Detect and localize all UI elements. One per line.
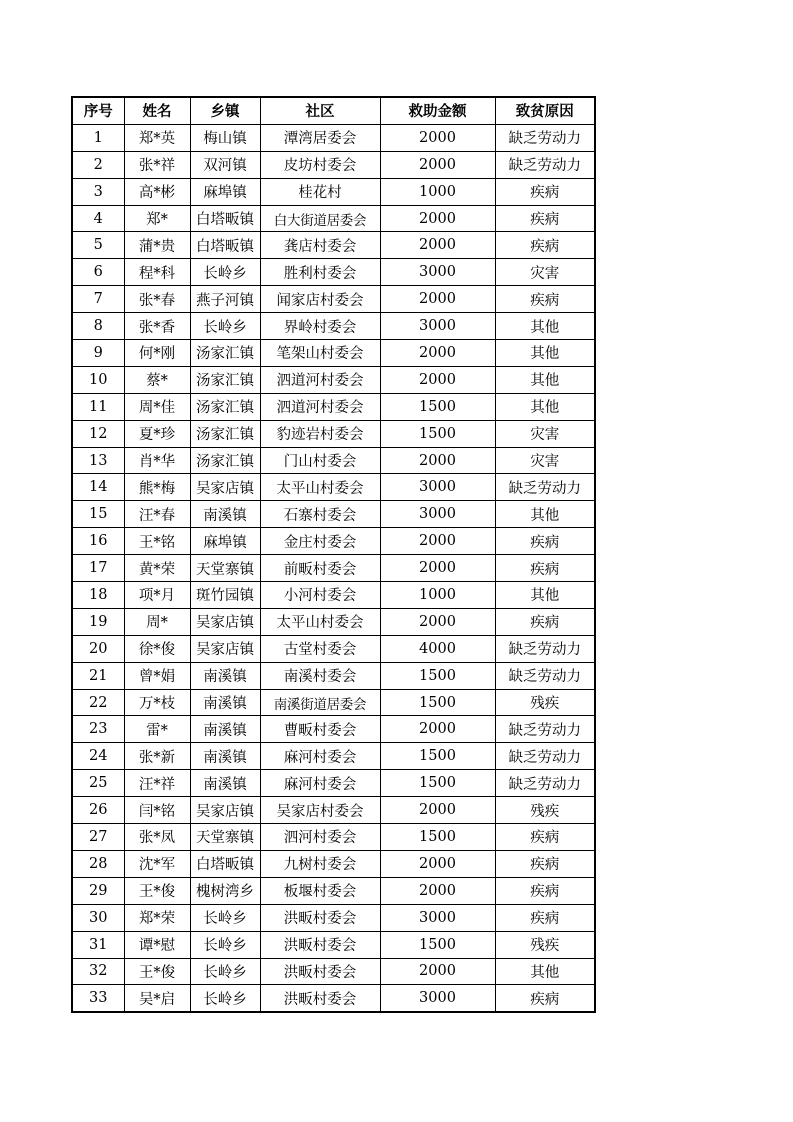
cell-amount: 1500 (380, 770, 495, 797)
cell-name: 张*香 (124, 313, 190, 340)
cell-reason: 疾病 (495, 232, 595, 259)
cell-reason: 其他 (495, 501, 595, 528)
cell-community: 金庄村委会 (260, 528, 380, 555)
table-row (72, 232, 595, 259)
cell-amount: 1500 (380, 662, 495, 689)
table-row (72, 151, 595, 178)
cell-reason: 缺乏劳动力 (495, 124, 595, 151)
table-row (72, 635, 595, 662)
cell-township: 南溪镇 (190, 501, 260, 528)
table-row (72, 286, 595, 313)
cell-township: 汤家汇镇 (190, 447, 260, 474)
cell-amount: 1000 (380, 178, 495, 205)
cell-community: 泗道河村委会 (260, 393, 380, 420)
cell-name: 张*新 (124, 743, 190, 770)
cell-amount: 2000 (380, 958, 495, 985)
table-row (72, 447, 595, 474)
header-index: 序号 (72, 97, 124, 124)
cell-community: 南溪街道居委会 (260, 689, 380, 716)
cell-amount: 1500 (380, 420, 495, 447)
cell-name: 项*月 (124, 582, 190, 609)
cell-amount: 1500 (380, 393, 495, 420)
cell-township: 天堂寨镇 (190, 824, 260, 851)
cell-index: 32 (72, 958, 124, 985)
cell-name: 王*俊 (124, 877, 190, 904)
cell-amount: 2000 (380, 528, 495, 555)
table-row (72, 178, 595, 205)
header-township: 乡镇 (190, 97, 260, 124)
cell-amount: 3000 (380, 904, 495, 931)
cell-reason: 疾病 (495, 824, 595, 851)
cell-amount: 3000 (380, 474, 495, 501)
cell-community: 石寨村委会 (260, 501, 380, 528)
cell-amount: 2000 (380, 797, 495, 824)
cell-index: 28 (72, 850, 124, 877)
header-name: 姓名 (124, 97, 190, 124)
cell-amount: 1500 (380, 743, 495, 770)
cell-index: 21 (72, 662, 124, 689)
cell-amount: 4000 (380, 635, 495, 662)
cell-reason: 残疾 (495, 689, 595, 716)
cell-community: 太平山村委会 (260, 608, 380, 635)
cell-name: 汪*祥 (124, 770, 190, 797)
cell-community: 洪畈村委会 (260, 931, 380, 958)
cell-name: 郑* (124, 205, 190, 232)
cell-index: 4 (72, 205, 124, 232)
header-amount: 救助金额 (380, 97, 495, 124)
cell-reason: 缺乏劳动力 (495, 770, 595, 797)
table-row (72, 716, 595, 743)
cell-name: 汪*春 (124, 501, 190, 528)
cell-community: 小河村委会 (260, 582, 380, 609)
cell-name: 夏*珍 (124, 420, 190, 447)
cell-township: 吴家店镇 (190, 797, 260, 824)
cell-reason: 其他 (495, 582, 595, 609)
cell-name: 谭*慰 (124, 931, 190, 958)
cell-index: 7 (72, 286, 124, 313)
header-row (72, 97, 595, 124)
cell-index: 33 (72, 985, 124, 1012)
cell-amount: 2000 (380, 232, 495, 259)
cell-township: 燕子河镇 (190, 286, 260, 313)
cell-name: 周* (124, 608, 190, 635)
cell-amount: 2000 (380, 877, 495, 904)
cell-community: 曹畈村委会 (260, 716, 380, 743)
cell-name: 周*佳 (124, 393, 190, 420)
cell-index: 14 (72, 474, 124, 501)
table-row (72, 366, 595, 393)
table-row (72, 797, 595, 824)
cell-amount: 2000 (380, 608, 495, 635)
cell-amount: 1500 (380, 931, 495, 958)
cell-community: 笔架山村委会 (260, 340, 380, 367)
cell-reason: 缺乏劳动力 (495, 151, 595, 178)
cell-index: 5 (72, 232, 124, 259)
cell-amount: 3000 (380, 501, 495, 528)
table-row (72, 877, 595, 904)
cell-name: 肖*华 (124, 447, 190, 474)
table-row (72, 555, 595, 582)
cell-name: 闫*铭 (124, 797, 190, 824)
cell-index: 22 (72, 689, 124, 716)
cell-township: 长岭乡 (190, 904, 260, 931)
table-row (72, 904, 595, 931)
relief-table (71, 96, 596, 1013)
cell-name: 沈*军 (124, 850, 190, 877)
cell-name: 何*刚 (124, 340, 190, 367)
table-row (72, 474, 595, 501)
cell-index: 2 (72, 151, 124, 178)
cell-amount: 2000 (380, 124, 495, 151)
cell-amount: 2000 (380, 555, 495, 582)
cell-community: 龚店村委会 (260, 232, 380, 259)
cell-amount: 2000 (380, 447, 495, 474)
table-row (72, 662, 595, 689)
cell-index: 23 (72, 716, 124, 743)
cell-name: 高*彬 (124, 178, 190, 205)
cell-township: 汤家汇镇 (190, 366, 260, 393)
cell-reason: 疾病 (495, 877, 595, 904)
cell-reason: 疾病 (495, 205, 595, 232)
cell-reason: 残疾 (495, 931, 595, 958)
cell-community: 潭湾居委会 (260, 124, 380, 151)
cell-community: 泗道河村委会 (260, 366, 380, 393)
table-row (72, 824, 595, 851)
cell-amount: 2000 (380, 850, 495, 877)
cell-township: 汤家汇镇 (190, 393, 260, 420)
table-row (72, 501, 595, 528)
cell-index: 13 (72, 447, 124, 474)
cell-community: 麻河村委会 (260, 743, 380, 770)
cell-index: 10 (72, 366, 124, 393)
cell-community: 闻家店村委会 (260, 286, 380, 313)
cell-name: 吴*启 (124, 985, 190, 1012)
cell-township: 天堂寨镇 (190, 555, 260, 582)
cell-index: 26 (72, 797, 124, 824)
cell-township: 梅山镇 (190, 124, 260, 151)
table-row (72, 582, 595, 609)
cell-amount: 3000 (380, 259, 495, 286)
cell-reason: 疾病 (495, 178, 595, 205)
cell-reason: 残疾 (495, 797, 595, 824)
cell-community: 白大街道居委会 (260, 205, 380, 232)
table-row (72, 340, 595, 367)
cell-index: 17 (72, 555, 124, 582)
cell-amount: 1000 (380, 582, 495, 609)
cell-amount: 2000 (380, 716, 495, 743)
cell-township: 汤家汇镇 (190, 340, 260, 367)
cell-township: 吴家店镇 (190, 635, 260, 662)
table-row (72, 528, 595, 555)
cell-index: 29 (72, 877, 124, 904)
cell-amount: 3000 (380, 985, 495, 1012)
cell-township: 长岭乡 (190, 259, 260, 286)
cell-amount: 2000 (380, 286, 495, 313)
cell-reason: 疾病 (495, 904, 595, 931)
cell-index: 24 (72, 743, 124, 770)
table-row (72, 608, 595, 635)
cell-township: 吴家店镇 (190, 474, 260, 501)
cell-index: 6 (72, 259, 124, 286)
cell-amount: 3000 (380, 313, 495, 340)
table-body (72, 124, 595, 1012)
cell-township: 槐树湾乡 (190, 877, 260, 904)
cell-name: 张*凤 (124, 824, 190, 851)
table-row (72, 259, 595, 286)
cell-name: 郑*荣 (124, 904, 190, 931)
table-row (72, 420, 595, 447)
cell-community: 九树村委会 (260, 850, 380, 877)
cell-reason: 灾害 (495, 420, 595, 447)
cell-name: 王*铭 (124, 528, 190, 555)
cell-index: 11 (72, 393, 124, 420)
table-row (72, 958, 595, 985)
cell-community: 洪畈村委会 (260, 985, 380, 1012)
cell-community: 太平山村委会 (260, 474, 380, 501)
table-row (72, 931, 595, 958)
cell-township: 斑竹园镇 (190, 582, 260, 609)
cell-reason: 缺乏劳动力 (495, 474, 595, 501)
cell-community: 南溪村委会 (260, 662, 380, 689)
cell-township: 白塔畈镇 (190, 850, 260, 877)
cell-reason: 灾害 (495, 447, 595, 474)
cell-community: 麻河村委会 (260, 770, 380, 797)
cell-community: 胜利村委会 (260, 259, 380, 286)
cell-amount: 1500 (380, 689, 495, 716)
cell-community: 古堂村委会 (260, 635, 380, 662)
cell-reason: 疾病 (495, 850, 595, 877)
cell-reason: 疾病 (495, 985, 595, 1012)
table-row (72, 850, 595, 877)
table-row (72, 124, 595, 151)
cell-index: 8 (72, 313, 124, 340)
cell-amount: 2000 (380, 151, 495, 178)
table-header (72, 97, 595, 124)
cell-township: 南溪镇 (190, 743, 260, 770)
cell-reason: 灾害 (495, 259, 595, 286)
table-row (72, 313, 595, 340)
cell-township: 长岭乡 (190, 313, 260, 340)
cell-community: 皮坊村委会 (260, 151, 380, 178)
cell-reason: 其他 (495, 366, 595, 393)
cell-reason: 其他 (495, 958, 595, 985)
cell-index: 1 (72, 124, 124, 151)
cell-amount: 2000 (380, 340, 495, 367)
cell-township: 南溪镇 (190, 716, 260, 743)
cell-township: 麻埠镇 (190, 528, 260, 555)
cell-name: 郑*英 (124, 124, 190, 151)
cell-index: 9 (72, 340, 124, 367)
cell-name: 王*俊 (124, 958, 190, 985)
cell-reason: 疾病 (495, 528, 595, 555)
cell-community: 泗河村委会 (260, 824, 380, 851)
table-row (72, 205, 595, 232)
cell-community: 门山村委会 (260, 447, 380, 474)
cell-township: 南溪镇 (190, 662, 260, 689)
cell-index: 19 (72, 608, 124, 635)
cell-reason: 缺乏劳动力 (495, 716, 595, 743)
cell-name: 雷* (124, 716, 190, 743)
cell-amount: 2000 (380, 366, 495, 393)
cell-township: 吴家店镇 (190, 608, 260, 635)
cell-community: 吴家店村委会 (260, 797, 380, 824)
cell-name: 熊*梅 (124, 474, 190, 501)
table-row (72, 689, 595, 716)
cell-township: 长岭乡 (190, 985, 260, 1012)
cell-township: 白塔畈镇 (190, 205, 260, 232)
cell-name: 蒲*贵 (124, 232, 190, 259)
cell-reason: 缺乏劳动力 (495, 662, 595, 689)
header-reason: 致贫原因 (495, 97, 595, 124)
cell-index: 3 (72, 178, 124, 205)
cell-township: 双河镇 (190, 151, 260, 178)
cell-reason: 疾病 (495, 286, 595, 313)
cell-reason: 疾病 (495, 555, 595, 582)
cell-reason: 缺乏劳动力 (495, 635, 595, 662)
cell-township: 长岭乡 (190, 958, 260, 985)
table-row (72, 985, 595, 1012)
cell-community: 前畈村委会 (260, 555, 380, 582)
cell-reason: 疾病 (495, 608, 595, 635)
table-row (72, 743, 595, 770)
cell-name: 程*科 (124, 259, 190, 286)
cell-index: 31 (72, 931, 124, 958)
cell-name: 曾*娟 (124, 662, 190, 689)
cell-name: 万*枝 (124, 689, 190, 716)
cell-township: 白塔畈镇 (190, 232, 260, 259)
cell-community: 界岭村委会 (260, 313, 380, 340)
cell-township: 麻埠镇 (190, 178, 260, 205)
cell-community: 板堰村委会 (260, 877, 380, 904)
cell-index: 16 (72, 528, 124, 555)
cell-index: 12 (72, 420, 124, 447)
header-community: 社区 (260, 97, 380, 124)
cell-index: 18 (72, 582, 124, 609)
cell-reason: 其他 (495, 313, 595, 340)
cell-community: 豹迹岩村委会 (260, 420, 380, 447)
cell-name: 黄*荣 (124, 555, 190, 582)
cell-community: 桂花村 (260, 178, 380, 205)
cell-community: 洪畈村委会 (260, 958, 380, 985)
cell-township: 南溪镇 (190, 689, 260, 716)
cell-name: 徐*俊 (124, 635, 190, 662)
cell-amount: 1500 (380, 824, 495, 851)
cell-name: 蔡* (124, 366, 190, 393)
cell-index: 30 (72, 904, 124, 931)
cell-amount: 2000 (380, 205, 495, 232)
cell-reason: 其他 (495, 340, 595, 367)
table-row (72, 393, 595, 420)
cell-reason: 缺乏劳动力 (495, 743, 595, 770)
cell-index: 25 (72, 770, 124, 797)
cell-township: 长岭乡 (190, 931, 260, 958)
cell-reason: 其他 (495, 393, 595, 420)
cell-community: 洪畈村委会 (260, 904, 380, 931)
cell-index: 15 (72, 501, 124, 528)
cell-township: 南溪镇 (190, 770, 260, 797)
cell-index: 20 (72, 635, 124, 662)
cell-name: 张*祥 (124, 151, 190, 178)
cell-index: 27 (72, 824, 124, 851)
table-row (72, 770, 595, 797)
cell-name: 张*春 (124, 286, 190, 313)
cell-township: 汤家汇镇 (190, 420, 260, 447)
